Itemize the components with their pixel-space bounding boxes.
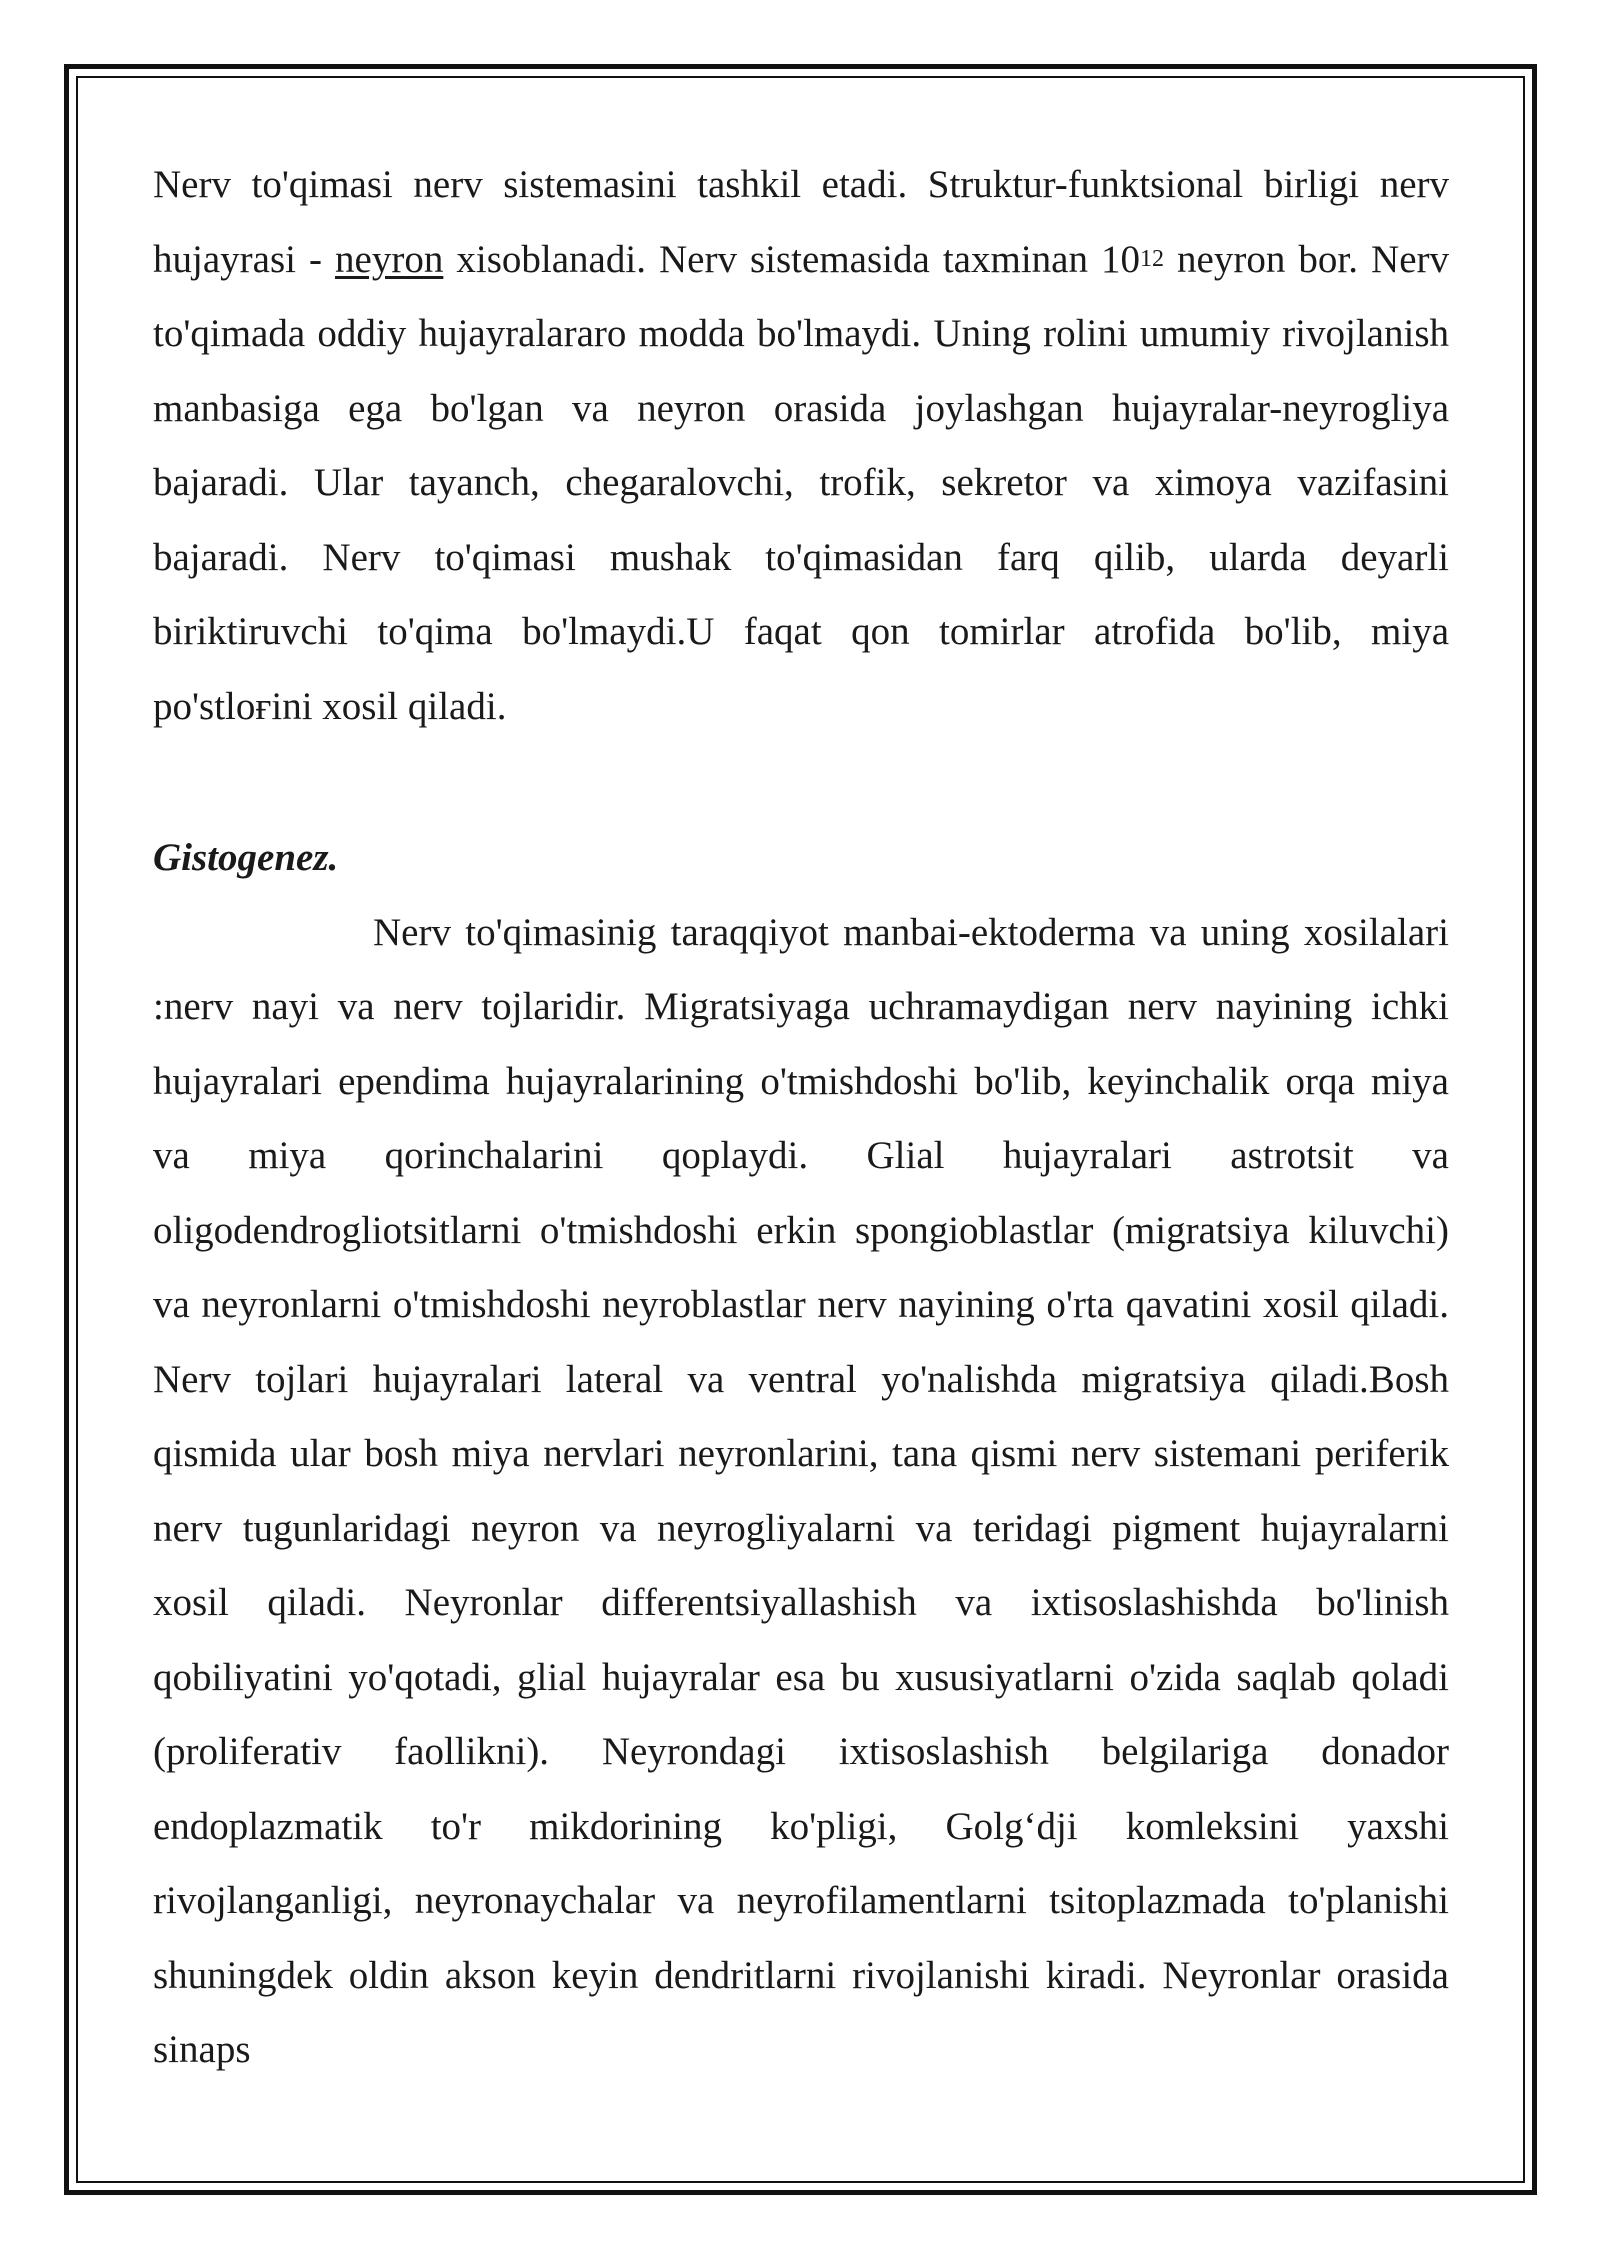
neyron-term: neyron [335,237,444,281]
section-heading: Gistogenez. [153,836,339,879]
gistogenez-text: Nerv to'qimasinig taraqqiyot manbai-ektoderma va uning xosilalari :nerv nayi va nerv tojlaridir. Migratsiyaga uchramaydigan nerv nayining ichki hujayralari ependima hujayralarining o'tmishdoshi bo'lib, keyinchalik orqa miya va miya qorinchalarini qoplaydi. Glial hujayralari astrotsit va oligodendrogliotsitlarni o'tmishdoshi erkin spongioblastlar (migratsiya kiluvchi) va neyronlarni o'tmishdoshi neyroblastlar nerv nayining o'rta qavatini xosil qiladi. Nerv tojlari hujayralari lateral va ventral yo'nalishda migratsiya qiladi.Bosh qismida ular bosh miya nervlari neyronlarini, tana qismi nerv sistemani periferik nerv tugunlaridagi neyron va neyrogliyalarni va teridagi pigment hujayralarni xosil qiladi. Neyronlar differentsiyallashish va ixtisoslashishda bo'linish qobiliyatini yo'qotadi, glial hujayralar esa bu xususiyatlarni o'zida saqlab qoladi (proliferativ faollikni). Neyrondagi ixtisoslashish belgilariga donador endoplazmatik to'r mikdorining ko'pligi, Golg‘dji komleksini yaxshi rivojlanganligi, neyronaychalar va neyrofilamentlarni tsitoplazmada to'planishi shuningdek oldin akson keyin dendritlarni rivojlanishi kiradi. Neyronlar orasida sinaps [153,910,1449,2071]
document-body [153,148,1449,2088]
intro-paragraph [153,148,1449,744]
gistogenez-paragraph [153,896,1449,2088]
exponent: 12 [1140,245,1165,272]
intro-text-part1: Nerv to'qimasi nerv sistemasini tashkil etadi. Struktur-funktsional birligi nerv hujayrasi - [153,163,1449,281]
section-spacer [153,744,1449,821]
intro-text-part2: xisoblanadi. Nerv sistemasida taxminan 10 [443,237,1141,281]
intro-text-part3: neyron bor. Nerv to'qimada oddiy hujayralararo modda bo'lmaydi. Uning rolini umumiy rivojlanish manbasiga ega bo'lgan va neyron orasida joylashgan hujayralar-neyrogliya bajaradi. Ular tayanch, chegaralovchi, trofik, sekretor va ximoya vazifasini bajaradi. Nerv to'qimasi mushak to'qimasidan farq qilib, ularda deyarli biriktiruvchi to'qima bo'lmaydi.U faqat qon tomirlar atrofida bo'lib, miya po'stloғini xosil qiladi. [153,237,1449,728]
